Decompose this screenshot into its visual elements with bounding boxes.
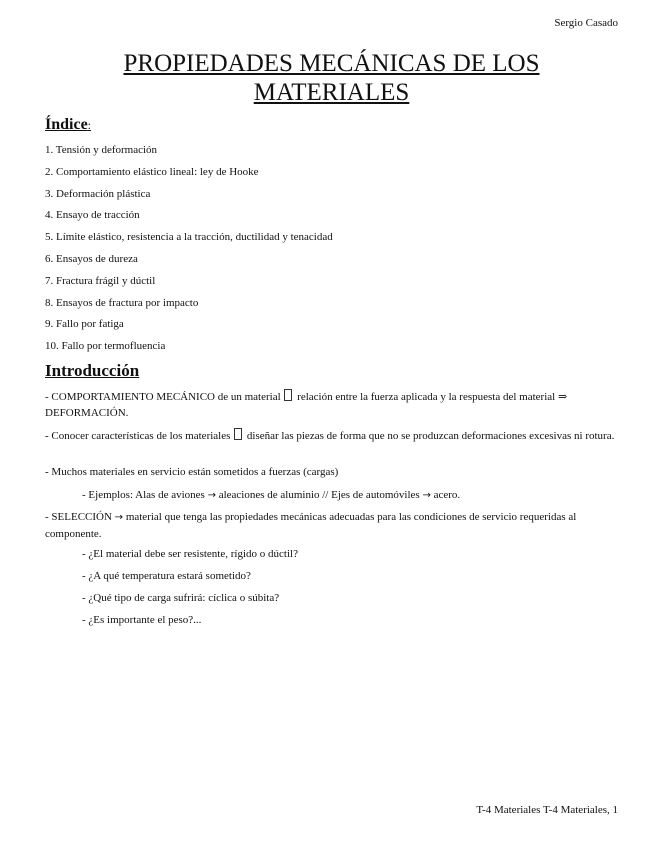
missing-glyph-box-icon	[234, 428, 242, 440]
ex-text-b: aleaciones de aluminio // Ejes de automóviles	[218, 489, 420, 501]
index-item: 2. Comportamiento elástico lineal: ley de Hooke	[45, 165, 259, 178]
intro-paragraph-design	[45, 428, 617, 444]
missing-glyph-box-icon	[284, 389, 292, 401]
index-item: 8. Ensayos de fractura por impacto	[45, 296, 199, 309]
index-item: 6. Ensayos de dureza	[45, 252, 138, 265]
index-item: 5. Límite elástico, resistencia a la tracción, ductilidad y tenacidad	[45, 231, 333, 244]
index-heading	[45, 116, 91, 134]
index-item: 10. Fallo por termofluencia	[45, 340, 166, 353]
intro-paragraph-loads: - Muchos materiales en servicio están sometidos a fuerzas (cargas)	[45, 466, 339, 478]
sel-text-b: material que tenga las propiedades mecánicas adecuadas para las condiciones de servicio requeridas al componente.	[45, 511, 577, 540]
p2-text-a: - Conocer características de los materiales	[45, 430, 231, 442]
index-heading-text: Índice	[45, 116, 88, 133]
question-item: - ¿Qué tipo de carga sufrirá: cíclica o súbita?	[82, 592, 280, 604]
arrow-right-icon: →	[422, 490, 431, 501]
index-item: 3. Deformación plástica	[45, 187, 151, 200]
title-line-1: PROPIEDADES MECÁNICAS DE LOS	[123, 50, 540, 77]
document-title	[0, 49, 663, 107]
question-item: - ¿Es importante el peso?...	[82, 614, 202, 626]
index-heading-colon: :	[87, 118, 92, 132]
intro-paragraph-behavior	[45, 389, 617, 421]
p1-text-a: - COMPORTAMIENTO MECÁNICO de un material	[45, 391, 281, 403]
index-item: 1. Tensión y deformación	[45, 144, 158, 156]
index-item: 7. Fractura frágil y dúctil	[45, 274, 156, 287]
question-item: - ¿A qué temperatura estará sometido?	[82, 570, 251, 582]
arrow-right-icon: →	[207, 490, 216, 501]
ex-text-c: acero.	[433, 489, 461, 501]
intro-paragraph-selection	[45, 509, 617, 542]
ex-text-a: - Ejemplos: Alas de aviones	[82, 489, 205, 501]
page-footer: T-4 Materiales T-4 Materiales, 1	[476, 804, 618, 816]
author-name: Sergio Casado	[554, 17, 618, 29]
index-list	[45, 142, 333, 360]
title-line-2: MATERIALES	[253, 79, 410, 106]
question-item: - ¿El material debe ser resistente, rígido o dúctil?	[82, 548, 298, 560]
examples-line	[82, 487, 460, 504]
index-item: 4. Ensayo de tracción	[45, 209, 140, 222]
sel-text-a: - SELECCIÓN	[45, 511, 112, 523]
intro-heading: Introducción	[45, 361, 140, 380]
p2-text-b: diseñar las piezas de forma que no se produzcan deformaciones excesivas ni rotura.	[246, 430, 615, 442]
arrow-right-icon: →	[114, 512, 124, 523]
p1-text-b: relación entre la fuerza aplicada y la respuesta del material ⇒ DEFORMACIÓN.	[45, 391, 568, 419]
index-item: 9. Fallo por fatiga	[45, 318, 124, 331]
